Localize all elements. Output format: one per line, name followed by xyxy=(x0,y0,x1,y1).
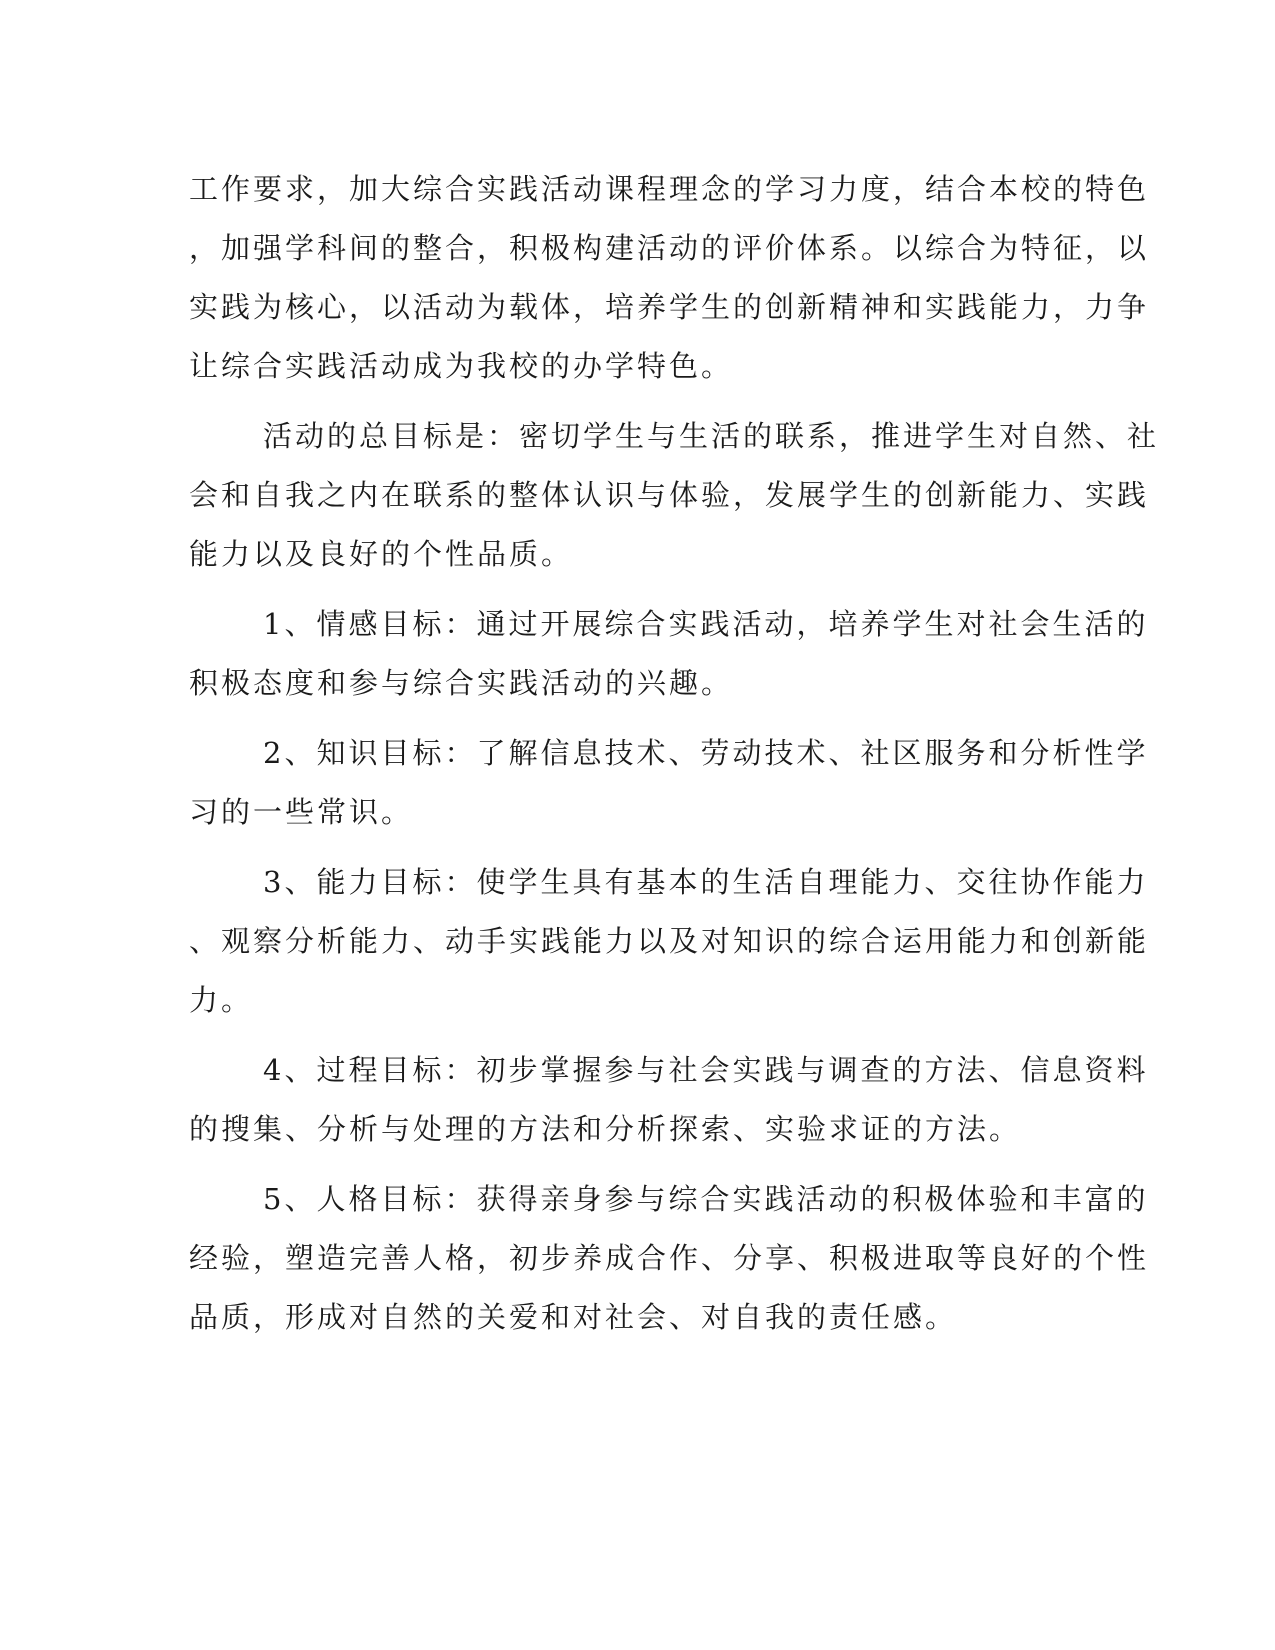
text-line: 实践为核心，以活动为载体，培养学生的创新精神和实践能力，力争 xyxy=(189,290,1150,324)
paragraph-emotional-goal xyxy=(189,595,1149,713)
paragraph-gap xyxy=(189,713,1089,724)
text-line: 、观察分析能力、动手实践能力以及对知识的综合运用能力和创新能 xyxy=(189,924,1150,958)
paragraph-gap xyxy=(189,842,1089,853)
paragraph-intro xyxy=(189,160,1150,396)
paragraph-overall-goal xyxy=(189,407,1160,584)
text-line: 积极态度和参与综合实践活动的兴趣。 xyxy=(189,666,734,700)
text-line: 能力以及良好的个性品质。 xyxy=(189,537,574,571)
text-line: 的搜集、分析与处理的方法和分析探索、实验求证的方法。 xyxy=(189,1112,1022,1146)
text-line: 1、情感目标：通过开展综合实践活动，培养学生对社会生活的 xyxy=(263,607,1149,641)
paragraph-gap xyxy=(189,396,1089,407)
paragraph-knowledge-goal xyxy=(189,724,1149,842)
paragraph-ability-goal xyxy=(189,853,1150,1030)
document-body xyxy=(189,160,1160,1347)
text-line: 4、过程目标：初步掌握参与社会实践与调查的方法、信息资料 xyxy=(263,1053,1149,1087)
text-line: 让综合实践活动成为我校的办学特色。 xyxy=(189,349,734,383)
text-line: 品质，形成对自然的关爱和对社会、对自我的责任感。 xyxy=(189,1300,958,1334)
paragraph-process-goal xyxy=(189,1041,1149,1159)
text-line: 会和自我之内在联系的整体认识与体验，发展学生的创新能力、实践 xyxy=(189,478,1150,512)
paragraph-gap xyxy=(189,1159,1089,1170)
text-line: 习的一些常识。 xyxy=(189,795,414,829)
text-line: ，加强学科间的整合，积极构建活动的评价体系。以综合为特征，以 xyxy=(189,231,1150,265)
text-line: 2、知识目标：了解信息技术、劳动技术、社区服务和分析性学 xyxy=(263,736,1149,770)
paragraph-gap xyxy=(189,584,1089,595)
paragraph-personality-goal xyxy=(189,1170,1150,1347)
text-line: 工作要求，加大综合实践活动课程理念的学习力度，结合本校的特色 xyxy=(189,172,1150,206)
paragraph-gap xyxy=(189,1030,1089,1041)
text-line: 经验，塑造完善人格，初步养成合作、分享、积极进取等良好的个性 xyxy=(189,1241,1150,1275)
text-line: 3、能力目标：使学生具有基本的生活自理能力、交往协作能力 xyxy=(263,865,1149,899)
text-line: 活动的总目标是：密切学生与生活的联系，推进学生对自然、社 xyxy=(263,419,1160,453)
text-line: 5、人格目标：获得亲身参与综合实践活动的积极体验和丰富的 xyxy=(263,1182,1149,1216)
text-line: 力。 xyxy=(189,983,254,1017)
